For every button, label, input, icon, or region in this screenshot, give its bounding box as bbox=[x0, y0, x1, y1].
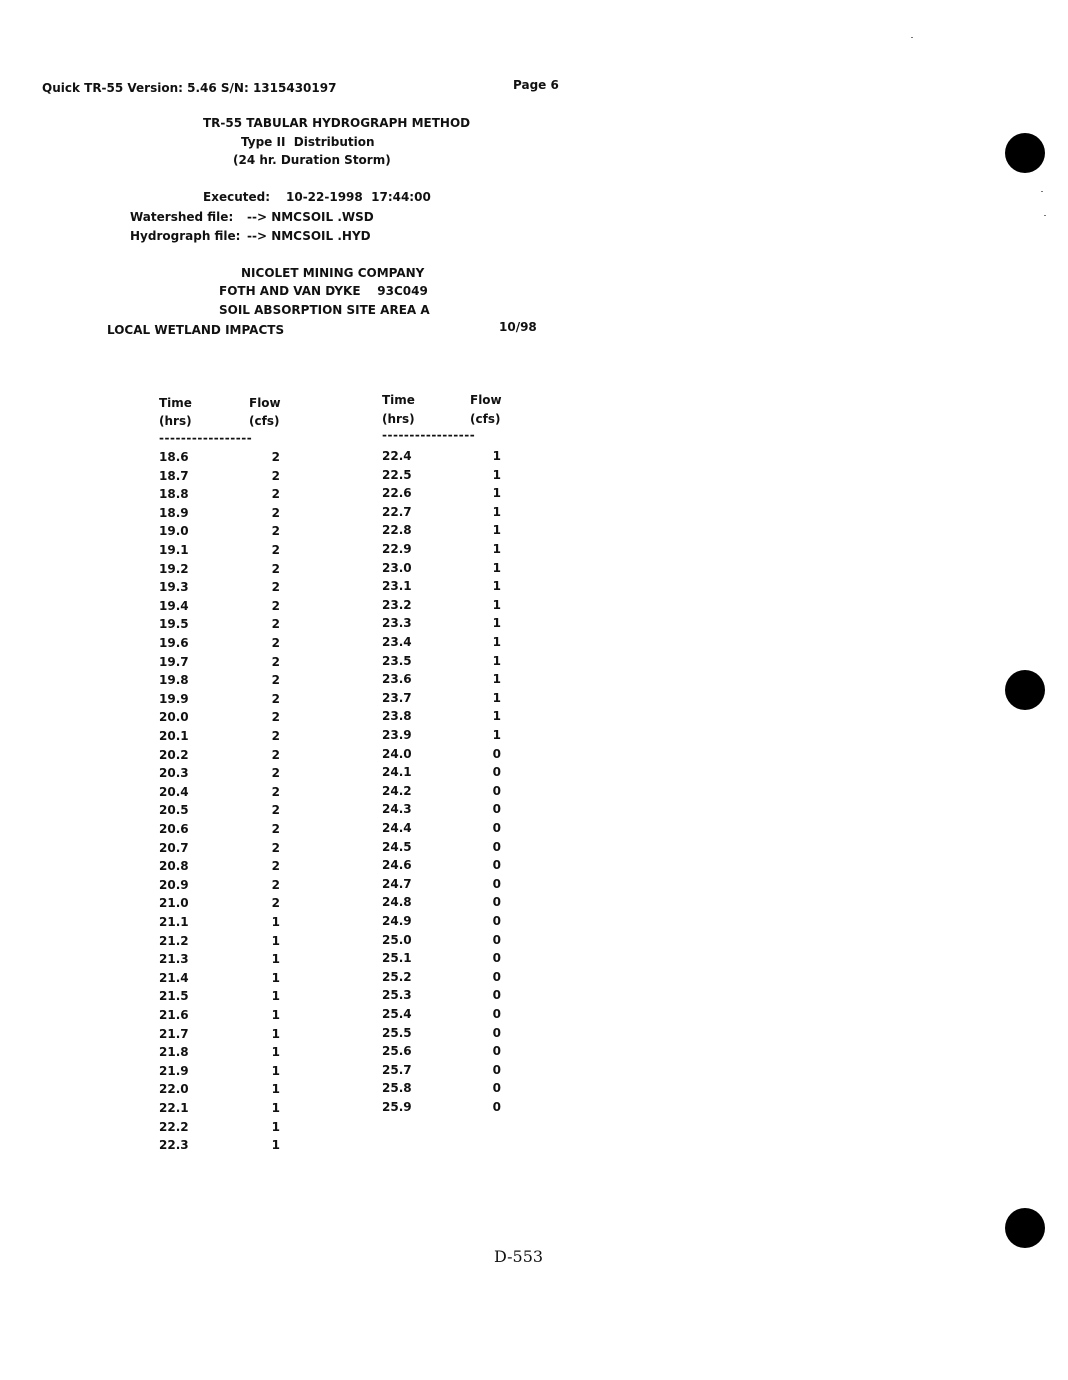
flow-cell: 1 bbox=[492, 467, 501, 482]
flow-cell: 1 bbox=[492, 597, 501, 612]
flow-cell: 0 bbox=[492, 802, 501, 817]
flow-cell: 1 bbox=[492, 523, 501, 538]
time-cell: 25.1 bbox=[382, 951, 412, 966]
flow-cell: 1 bbox=[492, 504, 501, 519]
flow-cell: 0 bbox=[492, 1025, 501, 1040]
time-cell: 23.2 bbox=[382, 597, 412, 612]
time-cell: 23.5 bbox=[382, 653, 412, 668]
executed-label: Executed: bbox=[203, 190, 270, 204]
flow-cell: 2 bbox=[271, 877, 280, 892]
flow-cell: 1 bbox=[271, 1026, 280, 1041]
time-cell: 24.8 bbox=[382, 895, 412, 910]
flow-header: Flow bbox=[249, 396, 281, 410]
flow-cell: 1 bbox=[492, 486, 501, 501]
flow-cell: 0 bbox=[492, 988, 501, 1003]
time-cell: 23.0 bbox=[382, 560, 412, 575]
flow-cell: 2 bbox=[271, 450, 280, 464]
time-cell: 22.8 bbox=[382, 523, 412, 538]
time-cell: 19.3 bbox=[159, 580, 189, 595]
watershed-value: --> NMCSOIL .WSD bbox=[247, 210, 374, 224]
time-cell: 19.4 bbox=[159, 598, 189, 613]
time-cell: 24.6 bbox=[382, 858, 412, 873]
time-cell: 21.8 bbox=[159, 1045, 189, 1060]
time-cell: 24.4 bbox=[382, 821, 412, 835]
time-cell: 24.5 bbox=[382, 839, 412, 854]
time-cell: 19.6 bbox=[159, 636, 189, 650]
punch-hole-middle bbox=[1005, 670, 1045, 710]
flow-cell: 2 bbox=[271, 822, 280, 836]
flow-cell: 0 bbox=[492, 876, 501, 891]
time-cell: 20.8 bbox=[159, 859, 189, 874]
time-cell: 19.7 bbox=[159, 654, 189, 669]
subject-line: LOCAL WETLAND IMPACTS bbox=[107, 323, 285, 337]
flow-cell: 1 bbox=[271, 952, 280, 967]
flow-cell: 2 bbox=[271, 598, 280, 613]
time-cell: 24.7 bbox=[382, 876, 412, 891]
time-cell: 19.5 bbox=[159, 617, 189, 632]
flow-cell: 2 bbox=[271, 673, 280, 688]
consultant-line: FOTH AND VAN DYKE 93C049 bbox=[219, 284, 428, 298]
time-cell: 19.9 bbox=[159, 691, 189, 706]
flow-cell: 1 bbox=[492, 449, 501, 463]
program-version: Quick TR-55 Version: 5.46 S/N: 1315430197 bbox=[42, 81, 337, 95]
time-cell: 25.8 bbox=[382, 1081, 412, 1096]
time-cell: 23.4 bbox=[382, 635, 412, 649]
flow-cell: 0 bbox=[492, 839, 501, 854]
flow-unit: (cfs) bbox=[249, 414, 280, 428]
time-cell: 20.6 bbox=[159, 822, 189, 836]
time-cell: 25.2 bbox=[382, 969, 412, 984]
time-cell: 20.0 bbox=[159, 710, 189, 725]
flow-cell: 0 bbox=[492, 1062, 501, 1077]
header-rule: ----------------- bbox=[159, 431, 253, 445]
flow-cell: 2 bbox=[271, 840, 280, 855]
time-cell: 23.6 bbox=[382, 672, 412, 687]
time-unit: (hrs) bbox=[382, 412, 415, 426]
flow-cell: 0 bbox=[492, 895, 501, 910]
time-cell: 20.3 bbox=[159, 766, 189, 781]
flow-cell: 2 bbox=[271, 617, 280, 632]
flow-cell: 1 bbox=[271, 1119, 280, 1134]
flow-cell: 2 bbox=[271, 691, 280, 706]
watershed-label: Watershed file: bbox=[130, 210, 234, 224]
punch-hole-top bbox=[1005, 133, 1045, 173]
flow-cell: 0 bbox=[492, 914, 501, 928]
flow-cell: 1 bbox=[271, 1063, 280, 1078]
header-rule: ----------------- bbox=[382, 428, 476, 442]
time-cell: 23.3 bbox=[382, 616, 412, 631]
page-number: Page 6 bbox=[513, 78, 559, 92]
time-cell: 23.1 bbox=[382, 579, 412, 594]
time-cell: 22.4 bbox=[382, 449, 412, 463]
flow-header: Flow bbox=[470, 393, 502, 407]
flow-cell: 0 bbox=[492, 1007, 501, 1021]
flow-cell: 2 bbox=[271, 896, 280, 911]
time-cell: 25.5 bbox=[382, 1025, 412, 1040]
flow-cell: 2 bbox=[271, 729, 280, 743]
time-cell: 21.5 bbox=[159, 989, 189, 1004]
time-cell: 21.3 bbox=[159, 952, 189, 967]
flow-unit: (cfs) bbox=[470, 412, 501, 426]
time-cell: 21.9 bbox=[159, 1063, 189, 1078]
flow-cell: 0 bbox=[492, 783, 501, 798]
flow-cell: 0 bbox=[492, 858, 501, 873]
time-cell: 21.1 bbox=[159, 915, 189, 929]
time-cell: 24.2 bbox=[382, 783, 412, 798]
time-cell: 18.9 bbox=[159, 505, 189, 520]
time-cell: 20.5 bbox=[159, 803, 189, 818]
scan-speck bbox=[1041, 191, 1043, 192]
time-cell: 25.0 bbox=[382, 932, 412, 947]
time-header: Time bbox=[382, 393, 415, 407]
time-cell: 24.3 bbox=[382, 802, 412, 817]
time-cell: 25.6 bbox=[382, 1044, 412, 1059]
flow-cell: 0 bbox=[492, 821, 501, 835]
flow-cell: 2 bbox=[271, 710, 280, 725]
flow-cell: 1 bbox=[271, 970, 280, 985]
flow-cell: 1 bbox=[271, 933, 280, 948]
time-cell: 22.0 bbox=[159, 1082, 189, 1097]
time-cell: 21.0 bbox=[159, 896, 189, 911]
flow-cell: 1 bbox=[271, 1008, 280, 1022]
flow-cell: 2 bbox=[271, 468, 280, 483]
flow-cell: 1 bbox=[271, 915, 280, 929]
flow-cell: 1 bbox=[492, 690, 501, 705]
flow-cell: 2 bbox=[271, 636, 280, 650]
time-cell: 23.9 bbox=[382, 728, 412, 742]
punch-hole-bottom bbox=[1005, 1208, 1045, 1248]
hydrograph-value: --> NMCSOIL .HYD bbox=[247, 229, 371, 243]
time-cell: 25.3 bbox=[382, 988, 412, 1003]
time-cell: 23.7 bbox=[382, 690, 412, 705]
flow-cell: 1 bbox=[492, 672, 501, 687]
time-cell: 19.8 bbox=[159, 673, 189, 688]
time-cell: 22.3 bbox=[159, 1138, 189, 1153]
time-cell: 24.1 bbox=[382, 765, 412, 780]
page-code: D-553 bbox=[494, 1247, 544, 1266]
flow-cell: 1 bbox=[271, 1138, 280, 1153]
time-cell: 25.4 bbox=[382, 1007, 412, 1021]
hydrograph-label: Hydrograph file: bbox=[130, 229, 241, 243]
time-cell: 22.5 bbox=[382, 467, 412, 482]
flow-cell: 2 bbox=[271, 487, 280, 502]
time-cell: 20.9 bbox=[159, 877, 189, 892]
time-cell: 21.6 bbox=[159, 1008, 189, 1022]
storm-duration: (24 hr. Duration Storm) bbox=[233, 153, 391, 167]
time-cell: 24.9 bbox=[382, 914, 412, 928]
time-cell: 18.7 bbox=[159, 468, 189, 483]
method-title: TR-55 TABULAR HYDROGRAPH METHOD bbox=[203, 116, 471, 130]
flow-cell: 1 bbox=[492, 709, 501, 724]
company-name: NICOLET MINING COMPANY bbox=[241, 266, 425, 280]
flow-cell: 2 bbox=[271, 505, 280, 520]
time-header: Time bbox=[159, 396, 192, 410]
time-cell: 19.1 bbox=[159, 543, 189, 557]
flow-cell: 1 bbox=[271, 1082, 280, 1097]
time-cell: 25.7 bbox=[382, 1062, 412, 1077]
flow-cell: 0 bbox=[492, 746, 501, 761]
flow-cell: 1 bbox=[492, 635, 501, 649]
flow-cell: 0 bbox=[492, 951, 501, 966]
time-cell: 21.7 bbox=[159, 1026, 189, 1041]
time-cell: 18.6 bbox=[159, 450, 189, 464]
scan-speck bbox=[1044, 215, 1046, 216]
time-cell: 22.7 bbox=[382, 504, 412, 519]
time-cell: 20.7 bbox=[159, 840, 189, 855]
flow-cell: 0 bbox=[492, 765, 501, 780]
flow-cell: 2 bbox=[271, 803, 280, 818]
flow-cell: 1 bbox=[492, 560, 501, 575]
time-cell: 22.2 bbox=[159, 1119, 189, 1134]
distribution-type: Type II Distribution bbox=[241, 135, 375, 149]
flow-cell: 0 bbox=[492, 932, 501, 947]
time-cell: 19.0 bbox=[159, 524, 189, 539]
flow-cell: 2 bbox=[271, 766, 280, 781]
executed-value: 10-22-1998 17:44:00 bbox=[286, 190, 431, 204]
time-cell: 20.2 bbox=[159, 747, 189, 762]
flow-cell: 2 bbox=[271, 784, 280, 799]
time-cell: 25.9 bbox=[382, 1100, 412, 1114]
scan-speck bbox=[911, 37, 913, 38]
flow-cell: 0 bbox=[492, 1044, 501, 1059]
time-cell: 18.8 bbox=[159, 487, 189, 502]
time-cell: 22.9 bbox=[382, 542, 412, 556]
flow-cell: 1 bbox=[271, 989, 280, 1004]
time-cell: 21.4 bbox=[159, 970, 189, 985]
time-cell: 20.1 bbox=[159, 729, 189, 743]
time-unit: (hrs) bbox=[159, 414, 192, 428]
flow-cell: 1 bbox=[492, 728, 501, 742]
time-cell: 24.0 bbox=[382, 746, 412, 761]
flow-cell: 2 bbox=[271, 543, 280, 557]
flow-cell: 2 bbox=[271, 561, 280, 576]
flow-cell: 0 bbox=[492, 969, 501, 984]
flow-cell: 2 bbox=[271, 747, 280, 762]
flow-cell: 1 bbox=[492, 579, 501, 594]
flow-cell: 2 bbox=[271, 654, 280, 669]
flow-cell: 2 bbox=[271, 859, 280, 874]
flow-cell: 1 bbox=[271, 1101, 280, 1115]
flow-cell: 2 bbox=[271, 524, 280, 539]
flow-cell: 1 bbox=[492, 616, 501, 631]
flow-cell: 1 bbox=[492, 653, 501, 668]
flow-cell: 0 bbox=[492, 1100, 501, 1114]
report-date: 10/98 bbox=[499, 320, 537, 334]
flow-cell: 1 bbox=[271, 1045, 280, 1060]
flow-cell: 1 bbox=[492, 542, 501, 556]
time-cell: 22.1 bbox=[159, 1101, 189, 1115]
site-line: SOIL ABSORPTION SITE AREA A bbox=[219, 303, 430, 317]
time-cell: 23.8 bbox=[382, 709, 412, 724]
time-cell: 22.6 bbox=[382, 486, 412, 501]
time-cell: 19.2 bbox=[159, 561, 189, 576]
time-cell: 21.2 bbox=[159, 933, 189, 948]
flow-cell: 2 bbox=[271, 580, 280, 595]
time-cell: 20.4 bbox=[159, 784, 189, 799]
flow-cell: 0 bbox=[492, 1081, 501, 1096]
